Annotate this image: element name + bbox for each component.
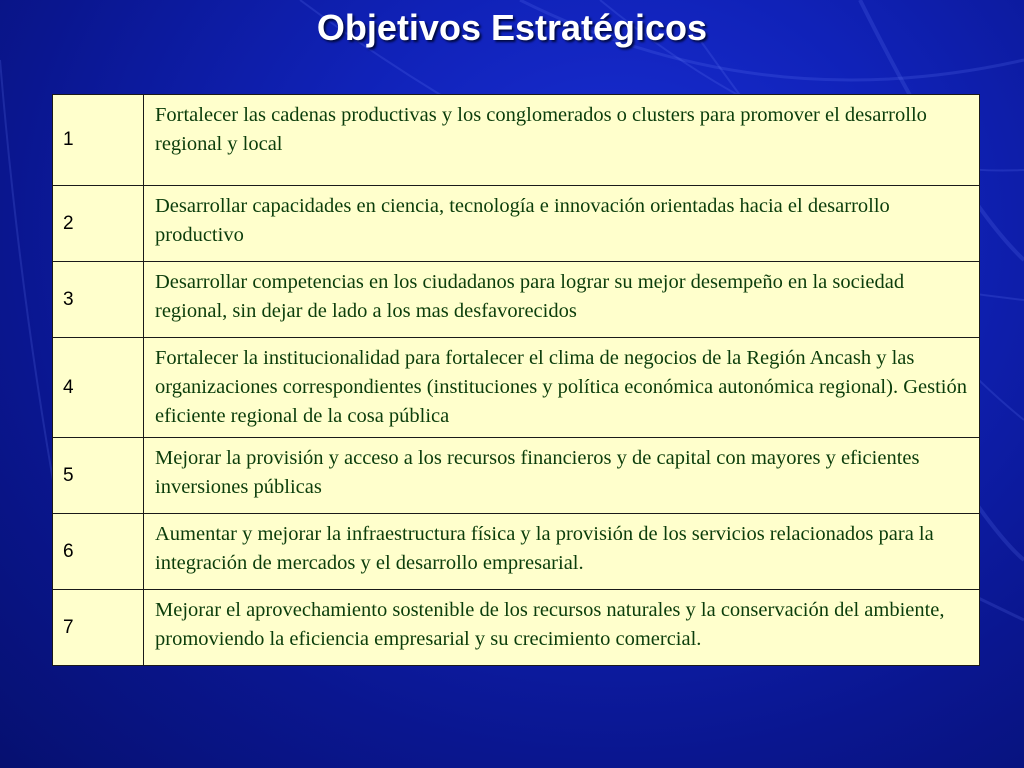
objectives-table (52, 94, 980, 666)
table-row (53, 438, 980, 514)
objective-number: 1 (53, 95, 144, 186)
objective-number: 3 (53, 262, 144, 338)
objective-number: 6 (53, 514, 144, 590)
objective-text: Desarrollar competencias en los ciudadanos para lograr su mejor desempeño en la sociedad regional, sin dejar de lado a los mas desfavorecidos (144, 262, 980, 338)
page-title: Objetivos Estratégicos (316, 7, 708, 48)
objective-number: 2 (53, 186, 144, 262)
objective-text: Mejorar el aprovechamiento sostenible de los recursos naturales y la conservación del ambiente, promoviendo la eficiencia empresarial y su crecimiento comercial. (144, 590, 980, 666)
table-row (53, 338, 980, 438)
table-row (53, 514, 980, 590)
objective-text: Mejorar la provisión y acceso a los recursos financieros y de capital con mayores y eficientes inversiones públicas (144, 438, 980, 514)
objective-number: 4 (53, 338, 144, 438)
objective-number: 5 (53, 438, 144, 514)
table-row (53, 262, 980, 338)
objective-text: Desarrollar capacidades en ciencia, tecnología e innovación orientadas hacia el desarrollo productivo (144, 186, 980, 262)
table-row (53, 95, 980, 186)
table-row (53, 590, 980, 666)
objective-text: Aumentar y mejorar la infraestructura física y la provisión de los servicios relacionados para la integración de mercados y el desarrollo empresarial. (144, 514, 980, 590)
objective-text: Fortalecer la institucionalidad para fortalecer el clima de negocios de la Región Ancash y las organizaciones correspondientes (instituciones y política económica autonómica regional). Gestión eficiente regional de la cosa pública (144, 338, 980, 438)
objective-text: Fortalecer las cadenas productivas y los conglomerados o clusters para promover el desarrollo regional y local (144, 95, 980, 186)
table-row (53, 186, 980, 262)
objective-number: 7 (53, 590, 144, 666)
